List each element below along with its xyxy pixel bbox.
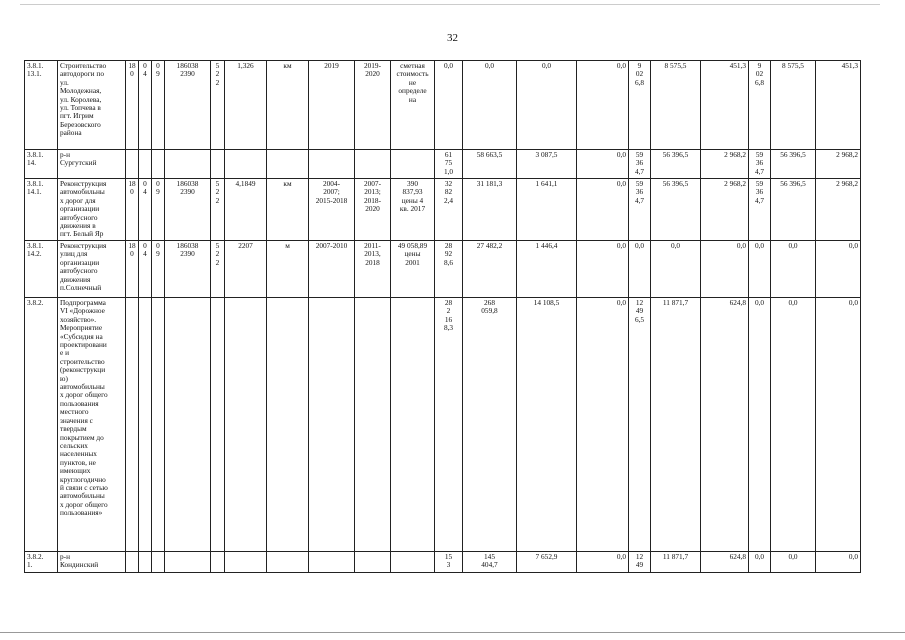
cell-period: 2019 bbox=[309, 61, 355, 150]
cell-v9: 56 396,5 bbox=[771, 179, 816, 241]
cell-v6: 56 396,5 bbox=[651, 179, 701, 241]
cell-g3: 0 9 bbox=[152, 179, 165, 241]
cell-v1: 32 82 2,4 bbox=[435, 179, 463, 241]
cell-g3 bbox=[152, 552, 165, 573]
cell-v6: 56 396,5 bbox=[651, 150, 701, 179]
cell-csr: 186038 2390 bbox=[165, 61, 211, 150]
cell-v9: 0,0 bbox=[771, 552, 816, 573]
table-row bbox=[25, 552, 861, 573]
cell-years bbox=[355, 150, 391, 179]
cell-csr: 186038 2390 bbox=[165, 241, 211, 298]
cell-g3: 0 9 bbox=[152, 61, 165, 150]
cell-capacity: 4,1849 bbox=[225, 179, 267, 241]
cell-v9: 8 575,5 bbox=[771, 61, 816, 150]
cell-g3 bbox=[152, 298, 165, 552]
cell-v10: 2 968,2 bbox=[816, 150, 861, 179]
cell-v2: 268 059,8 bbox=[463, 298, 517, 552]
cell-v6: 8 575,5 bbox=[651, 61, 701, 150]
cell-name: Реконструкция автомобильны х дорог для организации автобусного движения в пгт. Белый Яр bbox=[58, 179, 126, 241]
cell-years bbox=[355, 552, 391, 573]
cell-period bbox=[309, 552, 355, 573]
cell-v8: 59 36 4,7 bbox=[749, 179, 771, 241]
cell-capacity: 2207 bbox=[225, 241, 267, 298]
cell-vr bbox=[211, 298, 225, 552]
cell-v9: 0,0 bbox=[771, 241, 816, 298]
cell-name: р-н Сургутский bbox=[58, 150, 126, 179]
cell-code: 3.8.2. 1. bbox=[25, 552, 58, 573]
cell-v2: 31 181,3 bbox=[463, 179, 517, 241]
cell-csr bbox=[165, 552, 211, 573]
budget-table bbox=[24, 60, 861, 573]
cell-vr: 5 2 2 bbox=[211, 61, 225, 150]
cell-capacity bbox=[225, 552, 267, 573]
cell-v10: 451,3 bbox=[816, 61, 861, 150]
cell-v8: 0,0 bbox=[749, 552, 771, 573]
top-edge-line bbox=[20, 4, 880, 5]
cell-name: Строительство автодороги по ул. Молодежная, ул. Королева, ул. Топчева в пгт. Игрим Березовского района bbox=[58, 61, 126, 150]
cell-v7: 451,3 bbox=[701, 61, 749, 150]
cell-years bbox=[355, 298, 391, 552]
cell-v8: 0,0 bbox=[749, 298, 771, 552]
cell-years: 2011- 2013, 2018 bbox=[355, 241, 391, 298]
cell-v7: 2 968,2 bbox=[701, 150, 749, 179]
cell-v8: 0,0 bbox=[749, 241, 771, 298]
cell-v1: 0,0 bbox=[435, 61, 463, 150]
cell-capacity bbox=[225, 150, 267, 179]
cell-v8: 9 02 6,8 bbox=[749, 61, 771, 150]
cell-name: р-н Кондинский bbox=[58, 552, 126, 573]
cell-code: 3.8.1. 14. bbox=[25, 150, 58, 179]
cell-cost bbox=[391, 150, 435, 179]
cell-capacity bbox=[225, 298, 267, 552]
cell-v5: 12 49 6,5 bbox=[629, 298, 651, 552]
cell-code: 3.8.1. 14.1. bbox=[25, 179, 58, 241]
cell-cost: сметная стоимость не определе на bbox=[391, 61, 435, 150]
cell-cost bbox=[391, 552, 435, 573]
cell-v2: 0,0 bbox=[463, 61, 517, 150]
table-body bbox=[25, 61, 861, 573]
cell-cost: 49 058,89 цены 2001 bbox=[391, 241, 435, 298]
cell-v2: 145 404,7 bbox=[463, 552, 517, 573]
cell-vr: 5 2 2 bbox=[211, 179, 225, 241]
cell-g2: 0 4 bbox=[139, 61, 152, 150]
cell-csr: 186038 2390 bbox=[165, 179, 211, 241]
table-row bbox=[25, 179, 861, 241]
cell-v4: 0,0 bbox=[577, 241, 629, 298]
cell-v5: 59 36 4,7 bbox=[629, 179, 651, 241]
cell-v4: 0,0 bbox=[577, 552, 629, 573]
cell-v9: 56 396,5 bbox=[771, 150, 816, 179]
cell-v3: 0,0 bbox=[517, 61, 577, 150]
cell-period: 2004- 2007; 2015-2018 bbox=[309, 179, 355, 241]
cell-vr: 5 2 2 bbox=[211, 241, 225, 298]
cell-v10: 0,0 bbox=[816, 241, 861, 298]
table-row bbox=[25, 241, 861, 298]
cell-g2 bbox=[139, 298, 152, 552]
cell-v4: 0,0 bbox=[577, 61, 629, 150]
cell-g2 bbox=[139, 150, 152, 179]
cell-v7: 624,8 bbox=[701, 298, 749, 552]
cell-v10: 0,0 bbox=[816, 552, 861, 573]
table-row bbox=[25, 298, 861, 552]
cell-v2: 58 663,5 bbox=[463, 150, 517, 179]
cell-unit bbox=[267, 150, 309, 179]
cell-unit: км bbox=[267, 179, 309, 241]
cell-v1: 61 75 1,0 bbox=[435, 150, 463, 179]
cell-cost bbox=[391, 298, 435, 552]
cell-g1 bbox=[126, 150, 139, 179]
cell-period bbox=[309, 150, 355, 179]
cell-v8: 59 36 4,7 bbox=[749, 150, 771, 179]
cell-v3: 3 087,5 bbox=[517, 150, 577, 179]
cell-period bbox=[309, 298, 355, 552]
cell-unit: м bbox=[267, 241, 309, 298]
cell-name: Реконструкция улиц для организации автобусного движения п.Солнечный bbox=[58, 241, 126, 298]
cell-code: 3.8.1. 14.2. bbox=[25, 241, 58, 298]
cell-vr bbox=[211, 552, 225, 573]
cell-v5: 59 36 4,7 bbox=[629, 150, 651, 179]
cell-g1: 18 0 bbox=[126, 61, 139, 150]
cell-g1 bbox=[126, 298, 139, 552]
cell-g2 bbox=[139, 552, 152, 573]
cell-g2: 0 4 bbox=[139, 241, 152, 298]
cell-v3: 7 652,9 bbox=[517, 552, 577, 573]
cell-cost: 390 837,93 цены 4 кв. 2017 bbox=[391, 179, 435, 241]
cell-code: 3.8.1. 13.1. bbox=[25, 61, 58, 150]
table-row bbox=[25, 150, 861, 179]
cell-csr bbox=[165, 150, 211, 179]
cell-v6: 11 871,7 bbox=[651, 552, 701, 573]
cell-v4: 0,0 bbox=[577, 179, 629, 241]
cell-g3: 0 9 bbox=[152, 241, 165, 298]
cell-g3 bbox=[152, 150, 165, 179]
cell-v4: 0,0 bbox=[577, 298, 629, 552]
cell-v3: 1 641,1 bbox=[517, 179, 577, 241]
cell-v7: 0,0 bbox=[701, 241, 749, 298]
cell-v1: 28 2 16 8,3 bbox=[435, 298, 463, 552]
cell-v10: 0,0 bbox=[816, 298, 861, 552]
cell-v2: 27 482,2 bbox=[463, 241, 517, 298]
cell-g2: 0 4 bbox=[139, 179, 152, 241]
cell-g1: 18 0 bbox=[126, 179, 139, 241]
cell-v6: 11 871,7 bbox=[651, 298, 701, 552]
cell-v3: 14 108,5 bbox=[517, 298, 577, 552]
cell-g1 bbox=[126, 552, 139, 573]
cell-v5: 9 02 6,8 bbox=[629, 61, 651, 150]
cell-capacity: 1,326 bbox=[225, 61, 267, 150]
cell-v4: 0,0 bbox=[577, 150, 629, 179]
cell-v5: 12 49 bbox=[629, 552, 651, 573]
cell-v5: 0,0 bbox=[629, 241, 651, 298]
cell-g1: 18 0 bbox=[126, 241, 139, 298]
table-row bbox=[25, 61, 861, 150]
cell-v1: 15 3 bbox=[435, 552, 463, 573]
cell-unit: км bbox=[267, 61, 309, 150]
cell-unit bbox=[267, 298, 309, 552]
cell-vr bbox=[211, 150, 225, 179]
cell-code: 3.8.2. bbox=[25, 298, 58, 552]
cell-v7: 2 968,2 bbox=[701, 179, 749, 241]
page-number: 32 bbox=[447, 32, 458, 44]
cell-v3: 1 446,4 bbox=[517, 241, 577, 298]
cell-csr bbox=[165, 298, 211, 552]
cell-v10: 2 968,2 bbox=[816, 179, 861, 241]
cell-years: 2007- 2013; 2018- 2020 bbox=[355, 179, 391, 241]
cell-v1: 28 92 8,6 bbox=[435, 241, 463, 298]
cell-v6: 0,0 bbox=[651, 241, 701, 298]
cell-period: 2007-2010 bbox=[309, 241, 355, 298]
cell-unit bbox=[267, 552, 309, 573]
bottom-edge-line bbox=[0, 632, 905, 633]
cell-years: 2019- 2020 bbox=[355, 61, 391, 150]
cell-name: Подпрограмма VI «Дорожное хозяйство». Мероприятие «Субсидия на проектировани е и строительство (реконструкци ю) автомобильны х дорог общего пользования местного значения с твердым покрытием до сельских населенных пунктов, не имеющих круглогодично й связи с сетью автомобильны х дорог общего пользования» bbox=[58, 298, 126, 552]
cell-v7: 624,8 bbox=[701, 552, 749, 573]
cell-v9: 0,0 bbox=[771, 298, 816, 552]
